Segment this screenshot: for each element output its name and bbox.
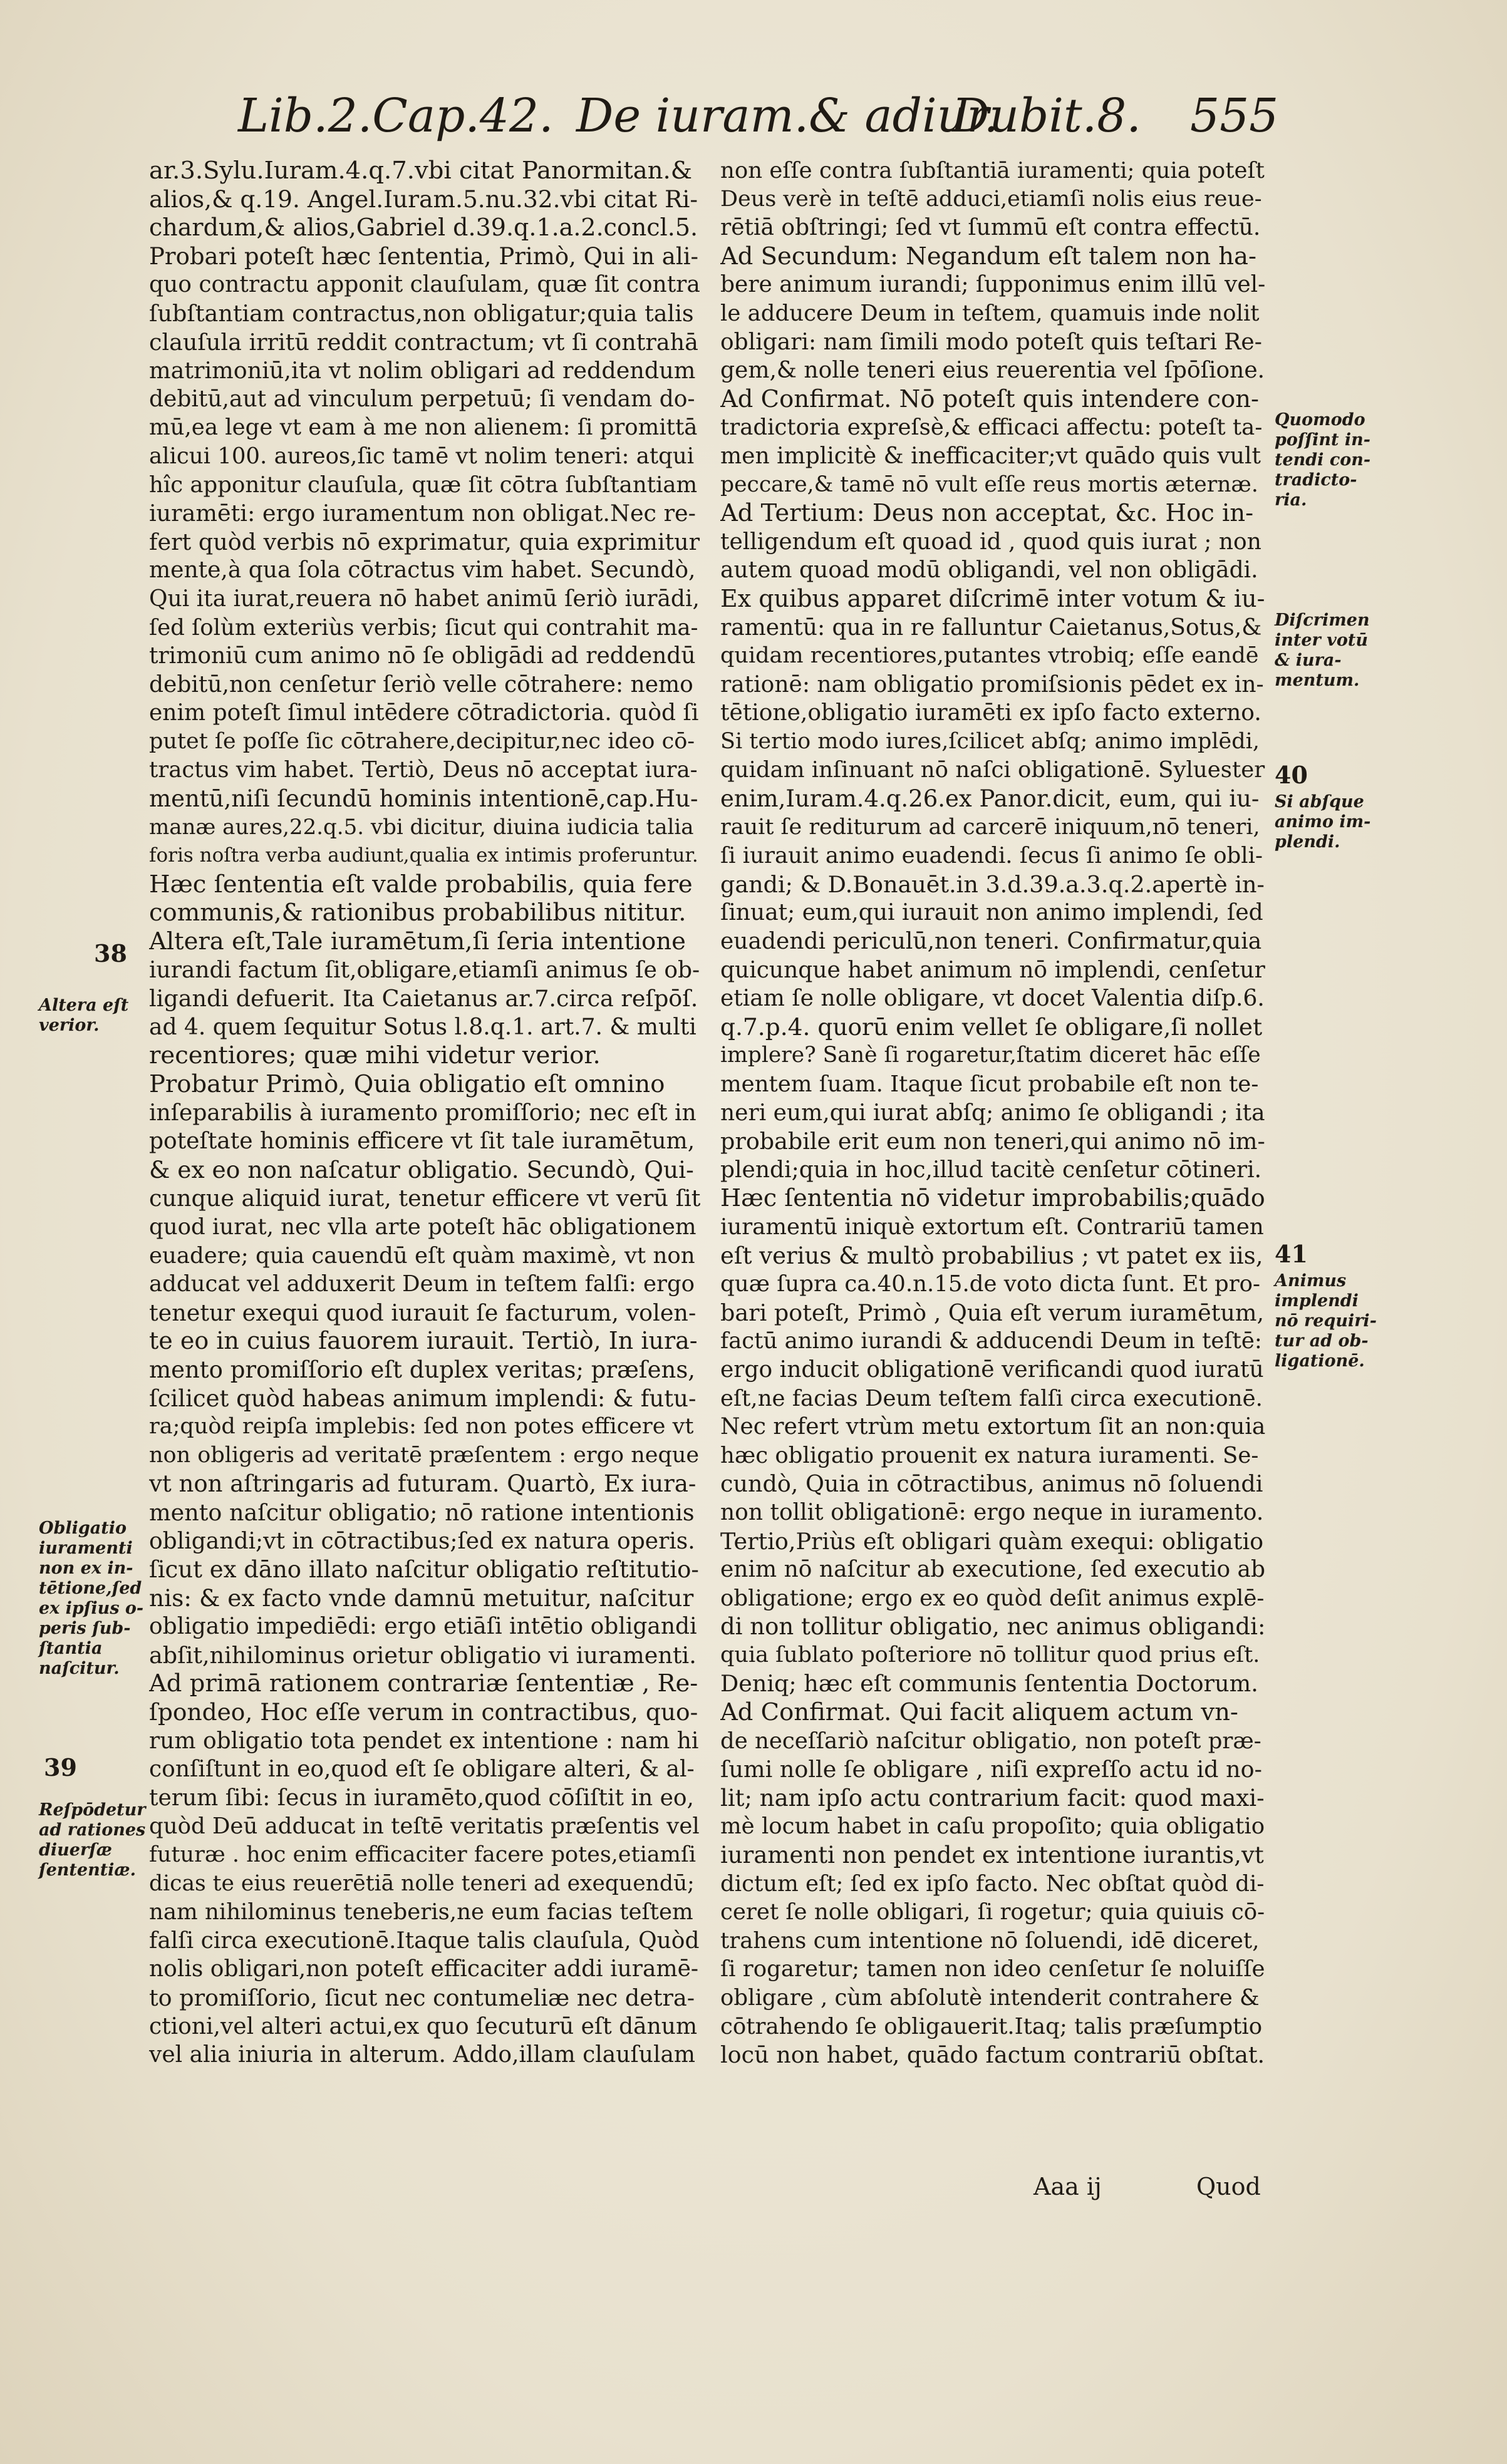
margin-note-line: nō requiri- <box>1275 1311 1377 1331</box>
margin-note-line: iuramenti <box>39 1539 133 1558</box>
text-line: mento naſcitur obligatio; nō ratione intentionis <box>149 1498 695 1526</box>
text-line: clauſula irritū reddit contractum; vt ſi contrahā <box>149 328 698 356</box>
text-line: tractus vim habet. Tertiò, Deus nō acceptat iura- <box>149 757 698 783</box>
text-line: mentem ſuam. Itaque ſicut probabile eſt non te- <box>720 1071 1259 1097</box>
text-line: Deniq; hæc eſt communis ſententia Doctorum. <box>720 1670 1258 1698</box>
page-number: 555 <box>1190 89 1279 143</box>
margin-note-line: naſcitur. <box>39 1659 120 1678</box>
text-line: cundò, Quia in cōtractibus, animus nō ſoluendi <box>720 1470 1263 1498</box>
text-line: futuræ . hoc enim efficaciter facere potes,etiamſi <box>149 1842 697 1868</box>
text-line: Qui ita iurat,reuera nō habet animū ſeriò iurādi, <box>149 585 700 612</box>
text-line: tētione,obligatio iuramēti ex ipſo facto externo. <box>720 700 1261 726</box>
marginal-number-41: 41 <box>1275 1240 1308 1268</box>
text-line: Tertio,Priùs eſt obligari quàm exequi: obligatio <box>720 1527 1264 1555</box>
text-line: ramentū: qua in re falluntur Caietanus,Sotus,& <box>720 614 1262 641</box>
text-line: eſt,ne facias Deum teſtem falſi circa executionē. <box>720 1385 1263 1411</box>
text-line: rationē: nam obligatio promiſsionis pēdet ex in- <box>720 671 1264 698</box>
text-line: quicunque habet animum nō implendi, cenſetur <box>720 957 1265 983</box>
margin-note-line: ſtantia <box>39 1639 103 1658</box>
text-line: trimoniū cum animo nō ſe obligādi ad reddendū <box>149 643 696 669</box>
text-line: Ad Secundum: Negandum eſt talem non ha- <box>720 242 1256 271</box>
margin-note-line: animo im- <box>1275 812 1371 832</box>
text-line: bere animum iurandi; ſupponimus enim illū vel- <box>720 272 1265 298</box>
text-line: enim poteſt ſimul intēdere cōtradictoria. quòd ſi <box>149 700 699 726</box>
header-dubitatio: Dubit.8. <box>952 89 1141 143</box>
text-line: ſinuat; eum,qui iurauit non animo implendi, ſed <box>720 900 1263 926</box>
text-line: obligari: nam ſimili modo poteſt quis teſtari Re- <box>720 329 1262 355</box>
text-line: lit; nam ipſo actu contrarium facit: quod maxi- <box>720 1784 1265 1812</box>
text-line: quæ ſupra ca.40.n.15.de voto dicta ſunt. Et pro- <box>720 1271 1261 1297</box>
text-line: telligendum eſt quoad id , quod quis iurat ; non <box>720 528 1261 555</box>
text-line: dictum eſt; ſed ex ipſo facto. Nec obſtat quòd di- <box>720 1870 1265 1897</box>
header-book-chapter: Lib.2.Cap.42. <box>238 89 554 143</box>
text-line: cōtrahendo ſe obligauerit.Itaq; talis præſumptio <box>720 2013 1263 2039</box>
text-line: rētiā obſtringi; ſed vt ſummū eſt contra effectū. <box>720 215 1261 241</box>
margin-note-line: poſſint in- <box>1275 430 1370 450</box>
text-line: matrimoniū,ita vt nolim obligari ad reddendum <box>149 357 696 384</box>
text-line: vt non aſtringaris ad futuram. Quartò, Ex iura- <box>149 1470 697 1498</box>
text-line: abſit,nihilominus orietur obligatio vi iuramenti. <box>149 1641 697 1669</box>
margin-note-line: tendi con- <box>1275 450 1371 470</box>
text-line: cunque aliquid iurat, tenetur efficere vt verū ſit <box>149 1185 700 1212</box>
text-line: nis: & ex facto vnde damnū metuitur, naſcitur <box>149 1584 694 1612</box>
text-line: ſed ſolùm exteriùs verbis; ſicut qui contrahit ma- <box>149 614 698 641</box>
text-line: le adducere Deum in teſtem, quamuis inde nolit <box>720 300 1260 326</box>
text-line: conſiſtunt in eo,quod eſt ſe obligare alteri, & al- <box>149 1756 695 1783</box>
text-line: ſumi nolle ſe obligare , niſi expreſſo actu id no- <box>720 1756 1262 1783</box>
text-line: Altera eſt,Tale iuramētum,ſi ſeria intentione <box>149 927 686 956</box>
text-line: ſcilicet quòd habeas animum implendi: & futu- <box>149 1384 697 1412</box>
header-title: De iuram.& adiur. <box>576 89 999 143</box>
text-line: ad 4. quem ſequitur Sotus l.8.q.1. art.7. & multi <box>149 1014 697 1040</box>
margin-note-line: ex ipſius o- <box>39 1599 144 1618</box>
text-line: enim nō naſcitur ab executione, ſed executio ab <box>720 1557 1265 1583</box>
text-line: men implicitè & inefficaciter;vt quādo quis vult <box>720 443 1261 469</box>
text-line: debitū,non cenſetur ſeriò velle cōtrahere: nemo <box>149 671 693 698</box>
text-line: Deus verè in teſtē adduci,etiamſi nolis eius reue- <box>720 186 1262 212</box>
text-line: gem,& nolle teneri eius reuerentia vel ſpōſione. <box>720 358 1265 384</box>
text-line: di non tollitur obligatio, nec animus obligandi: <box>720 1613 1265 1641</box>
text-line: quo contractu apponit clauſulam, quæ ſit contra <box>149 272 700 298</box>
text-line: ctioni,vel alteri actui,ex quo ſecuturū eſt dānum <box>149 2013 698 2039</box>
text-line: alicui 100. aureos,ſic tamē vt nolim teneri: atqui <box>149 443 695 469</box>
text-line: hîc apponitur clauſula, quæ ſit cōtra ſubſtantiam <box>149 472 698 498</box>
text-line: ſi rogaretur; tamen non ideo cenſetur ſe noluiſſe <box>720 1956 1265 1982</box>
margin-note-quomodo <box>1275 410 1370 510</box>
text-line: eſt verius & multò probabilius ; vt patet ex iis, <box>720 1242 1263 1269</box>
text-line: bari poteſt, Primò , Quia eſt verum iuramētum, <box>720 1299 1265 1326</box>
text-line: tradictoria expreſsè,& efficaci affectu: poteſt ta- <box>720 415 1263 441</box>
right-text-column <box>720 157 1265 2070</box>
text-line: rauit ſe rediturum ad carcerē iniquum,nō teneri, <box>720 814 1260 840</box>
margin-note-line: Reſpōdetur <box>39 1800 146 1820</box>
text-line: enim,Iuram.4.q.26.ex Panor.dicit, eum, qui iu- <box>720 785 1260 813</box>
margin-note-line: Animus <box>1275 1271 1347 1291</box>
catchword: Quod <box>1196 2173 1261 2200</box>
text-line: Ad Confirmat. Nō poteſt quis intendere con- <box>720 384 1260 413</box>
text-line: recentiores; quæ mihi videtur verior. <box>149 1041 601 1070</box>
marginal-number-40: 40 <box>1275 761 1308 789</box>
text-line: plendi;quia in hoc,illud tacitè cenſetur cōtineri. <box>720 1157 1262 1183</box>
text-line: autem quoad modū obligandi, vel non obligādi. <box>720 557 1258 584</box>
text-line: iurandi factum ſit,obligare,etiamſi animus ſe ob- <box>149 957 700 983</box>
text-line: iuramenti non pendet ex intentione iurantis,vt <box>720 1842 1264 1869</box>
text-line: tenetur exequi quod iurauit ſe facturum, volen- <box>149 1299 697 1326</box>
margin-note-line: Altera eſt <box>39 996 129 1015</box>
running-header <box>238 81 1278 150</box>
margin-note-discrimen <box>1275 611 1370 691</box>
text-line: etiam ſe nolle obligare, vt docet Valentia diſp.6. <box>720 986 1265 1012</box>
text-line: q.7.p.4. quorū enim vellet ſe obligare,ſi nollet <box>720 1013 1263 1041</box>
signature-mark: Aaa ij <box>1033 2173 1102 2200</box>
text-line: Ad Confirmat. Qui facit aliquem actum vn- <box>720 1698 1238 1727</box>
text-line: hæc obligatio prouenit ex natura iuramenti. Se- <box>720 1442 1259 1468</box>
text-line: probabile erit eum non teneri,qui animo nō im- <box>720 1128 1265 1155</box>
margin-note-line: ſententiæ. <box>39 1860 136 1880</box>
text-line: rum obligatio tota pendet ex intentione : nam hi <box>149 1728 699 1754</box>
margin-note-line: Obligatio <box>39 1518 127 1538</box>
margin-note-line: tētione,ſed <box>39 1579 142 1598</box>
text-line: Probatur Primò, Quia obligatio eſt omnino <box>149 1070 665 1098</box>
text-line: fert quòd verbis nō exprimatur, quia exprimitur <box>149 528 700 555</box>
marginal-number-38: 38 <box>94 939 127 967</box>
text-line: Ex quibus apparet diſcrimē inter votum & iu- <box>720 584 1265 612</box>
text-line: ceret ſe nolle obligari, ſi rogetur; quia quiuis cō- <box>720 1899 1265 1925</box>
margin-note-line: ligationē. <box>1275 1351 1365 1371</box>
text-line: mū,ea lege vt eam à me non alienem: ſi promittā <box>149 415 698 441</box>
text-line: non tollit obligationē: ergo neque in iuramento. <box>720 1499 1264 1525</box>
text-line: iuramēti: ergo iuramentum non obligat.Nec re- <box>149 500 696 527</box>
text-line: mè locum habet in caſu propoſito; quia obligatio <box>720 1813 1265 1840</box>
text-line: Probari poteſt hæc ſententia, Primò, Qui in ali- <box>149 242 699 270</box>
margin-note-line: inter votū <box>1275 631 1368 650</box>
text-line: locū non habet, quādo factum contrariū obſtat. <box>720 2041 1265 2069</box>
text-line: alios,& q.19. Angel.Iuram.5.nu.32.vbi citat Ri- <box>149 185 698 213</box>
text-line: chardum,& alios,Gabriel d.39.q.1.a.2.concl.5. <box>149 214 698 242</box>
text-line: ſicut ex dāno illato naſcitur obligatio reſtitutio- <box>149 1556 699 1584</box>
text-line: implere? Sanè ſi rogaretur,ſtatim diceret hāc eſſe <box>720 1043 1261 1068</box>
margin-note-line: diuerſæ <box>39 1840 112 1860</box>
text-line: nolis obligari,non poteſt efficaciter addi iuramē- <box>149 1956 699 1982</box>
margin-note-line: tradicto- <box>1275 470 1357 490</box>
text-line: poteſtate hominis efficere vt ſit tale iuramētum, <box>149 1128 695 1155</box>
text-line: iuramentū iniquè extortum eſt. Contrariū tamen <box>720 1214 1264 1240</box>
text-line: vel alia iniuria in alterum. Addo,illam clauſulam <box>149 2042 696 2068</box>
margin-note-line: tur ad ob- <box>1275 1331 1369 1351</box>
left-text-column <box>149 157 700 2070</box>
text-line: manæ aures,22.q.5. vbi dicitur, diuina iudicia talia <box>149 814 694 840</box>
text-line: quia ſublato poſteriore nō tollitur quod prius eſt. <box>720 1642 1260 1668</box>
text-line: Ad primā rationem contrariæ ſententiæ , Re- <box>149 1669 698 1698</box>
margin-note-line: verior. <box>39 1016 100 1035</box>
text-line: gandi; & D.Bonauēt.in 3.d.39.a.3.q.2.apertè in- <box>720 870 1265 898</box>
margin-note-line: mentum. <box>1275 671 1360 690</box>
text-line: Ad Tertium: Deus non acceptat, &c. Hoc in- <box>720 499 1254 528</box>
text-line: obligare , cùm abſolutè intenderit contrahere & <box>720 1985 1260 2011</box>
text-line: mento promiſſorio eſt duplex veritas; præſens, <box>149 1356 696 1383</box>
text-line: trahens cum intentione nō ſoluendi, idē diceret, <box>720 1927 1260 1954</box>
text-line: & ex eo non naſcatur obligatio. Secundò, Qui- <box>149 1155 694 1183</box>
text-line: ergo inducit obligationē verificandi quod iuratū <box>720 1356 1264 1383</box>
text-line: obligatione; ergo ex eo quòd deſit animus explē- <box>720 1585 1265 1611</box>
text-line: de neceſſariò naſcitur obligatio, non poteſt præ- <box>720 1728 1261 1754</box>
margin-note-animus <box>1275 1271 1377 1371</box>
margin-note-line: Quomodo <box>1275 410 1365 430</box>
text-line: neri eum,qui iurat abſq; animo ſe obligandi ; ita <box>720 1100 1265 1126</box>
text-line: obligatio impediēdi: ergo etiāſi intētio obligandi <box>149 1614 697 1640</box>
text-line: te eo in cuius fauorem iurauit. Tertiò, In iura- <box>149 1327 698 1355</box>
text-line: ſpondeo, Hoc eſſe verum in contractibus, quo- <box>149 1698 698 1726</box>
text-line: Hæc ſententia eſt valde probabilis, quia fere <box>149 870 693 899</box>
text-line: Hæc ſententia nō videtur improbabilis;quādo <box>720 1184 1265 1212</box>
text-line: factū animo iurandi & adducendi Deum in teſtē: <box>720 1328 1262 1354</box>
text-line: peccare,& tamē nō vult eſſe reus mortis æternæ. <box>720 472 1258 497</box>
text-line: ſi iurauit animo euadendi. ſecus ſi animo ſe obli- <box>720 843 1263 869</box>
margin-note-si-absque <box>1275 792 1370 852</box>
text-line: Si tertio modo iures,ſcilicet abſq; animo implēdi, <box>720 728 1260 754</box>
text-line: non obligeris ad veritatē præſentem : ergo neque <box>149 1442 700 1468</box>
text-line: falſi circa executionē.Itaque talis clauſula, Quòd <box>149 1927 700 1954</box>
text-line: non eſſe contra ſubſtantiā iuramenti; quia poteſt <box>720 158 1265 183</box>
text-line: putet ſe poſſe ſic cōtrahere,decipitur,nec ideo cō- <box>149 728 695 754</box>
text-line: foris noſtra verba audiunt,qualia ex intimis proferuntur. <box>149 844 698 867</box>
text-line: quidam recentiores,putantes vtrobiq; eſſe eandē <box>720 643 1259 669</box>
margin-note-line: ad rationes <box>39 1820 146 1840</box>
margin-note-line: ria. <box>1275 490 1307 510</box>
margin-note-line: non ex in- <box>39 1559 133 1578</box>
margin-note-obligatio <box>39 1518 143 1679</box>
text-line: Nec refert vtrùm metu extortum ſit an non:quia <box>720 1414 1265 1440</box>
margin-note-line: Diſcrimen <box>1275 611 1370 630</box>
margin-note-line: implendi <box>1275 1291 1359 1311</box>
text-line: dicas te eius reuerētiā nolle teneri ad exequendū; <box>149 1870 695 1896</box>
margin-note-line: plendi. <box>1275 832 1340 852</box>
margin-note-line: peris ſub- <box>39 1619 131 1638</box>
margin-note-altera <box>39 996 128 1036</box>
text-line: communis,& rationibus probabilibus nititur. <box>149 899 686 927</box>
text-line: quod iurat, nec vlla arte poteſt hāc obligationem <box>149 1214 697 1240</box>
text-line: debitū,aut ad vinculum perpetuū; ſi vendam do- <box>149 386 695 412</box>
text-line: euadendi periculū,non teneri. Confirmatur,quia <box>720 929 1262 955</box>
text-line: inſeparabilis à iuramento promiſſorio; nec eſt in <box>149 1100 697 1126</box>
text-line: ar.3.Sylu.Iuram.4.q.7.vbi citat Panormitan.& <box>149 157 693 185</box>
margin-note-line: Si abſque <box>1275 792 1364 812</box>
text-line: mentū,niſi ſecundū hominis intentionē,cap.Hu- <box>149 785 698 813</box>
text-line: mente,à qua ſola cōtractus vim habet. Secundò, <box>149 557 696 584</box>
text-line: ra;quòd reipſa implebis: ſed non potes efficere vt <box>149 1414 694 1440</box>
text-line: euadere; quia cauendū eſt quàm maximè, vt non <box>149 1242 695 1269</box>
marginal-number-39: 39 <box>44 1753 77 1781</box>
text-line: quidam inſinuant nō naſci obligationē. Syluester <box>720 757 1265 783</box>
text-line: ſubſtantiam contractus,non obligatur;quia talis <box>149 299 694 327</box>
text-line: terum ſibi: ſecus in iuramēto,quod cōſiſtit in eo, <box>149 1785 694 1811</box>
text-line: quòd Deū adducat in teſtē veritatis præſentis vel <box>149 1813 700 1840</box>
text-line: ligandi defuerit. Ita Caietanus ar.7.circa reſpōſ. <box>149 985 698 1013</box>
margin-note-respondetur <box>39 1800 146 1880</box>
margin-note-line: & iura- <box>1275 651 1342 670</box>
text-line: nam nihilominus teneberis,ne eum facias teſtem <box>149 1899 693 1925</box>
text-line: obligandi;vt in cōtractibus;ſed ex natura operis. <box>149 1528 695 1554</box>
text-line: to promiſſorio, ſicut nec contumeliæ nec detra- <box>149 1984 695 2011</box>
text-line: adducat vel adduxerit Deum in teſtem falſi: ergo <box>149 1271 695 1297</box>
